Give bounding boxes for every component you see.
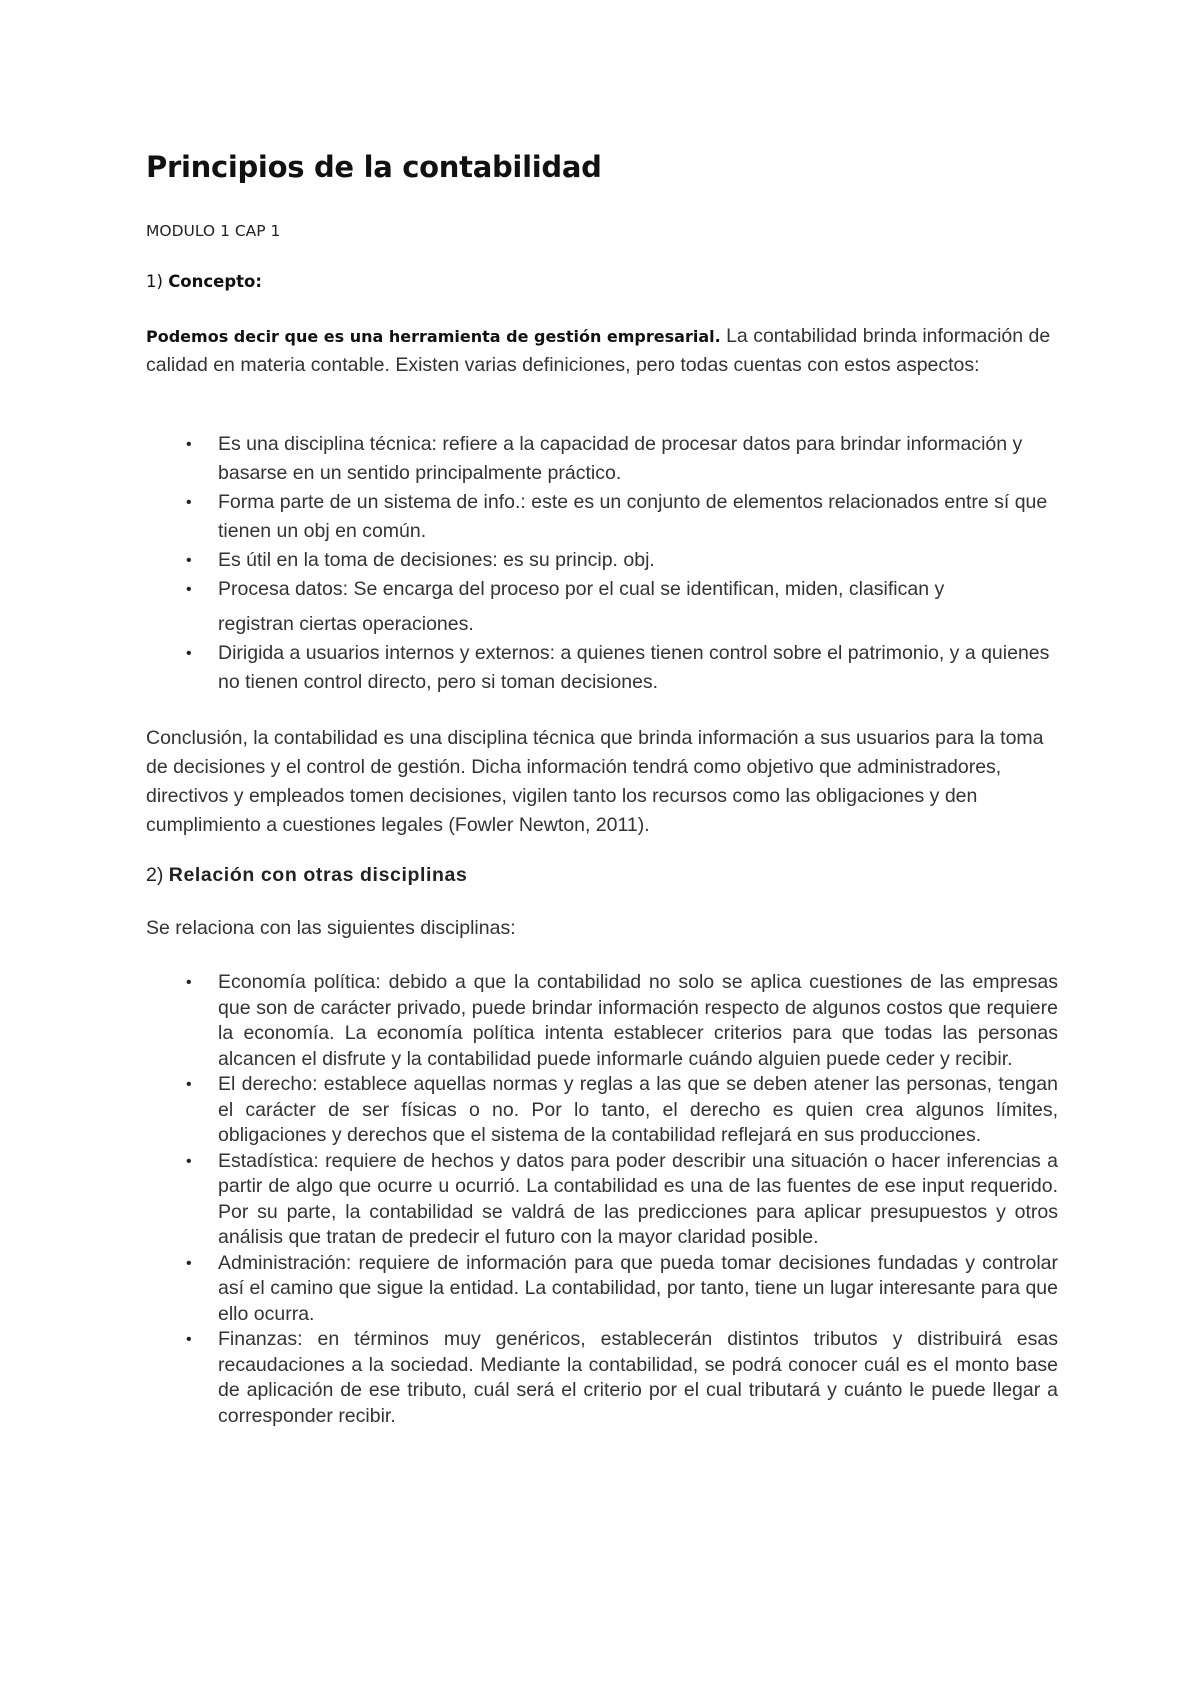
list-item-text: Finanzas: en términos muy genéricos, establecerán distintos tributos y distribuirá esas recaudaciones a la sociedad. Mediante la contabilidad, se podrá conocer cuál es el monto base de aplicación de ese tributo, cuál será el criterio por el cual tributará y cuánto le puede llegar a corresponder recibir. (218, 1328, 1058, 1427)
list-item (186, 1251, 1058, 1328)
section-title: Relación con otras disciplinas (168, 864, 468, 886)
module-label: MODULO 1 CAP 1 (146, 222, 281, 240)
conclusion-paragraph: Conclusión, la contabilidad es una disciplina técnica que brinda información a sus usuarios para la toma de decisiones y el control de gestión. Dicha información tendrá como objetivo que administradores, directivos y empleados tomen decisiones, vigilen tanto los recursos como las obligaciones y den cumplimiento a cuestiones legales (Fowler Newton, 2011). (146, 727, 1044, 836)
list-item (186, 639, 1058, 697)
section-title: Concepto: (168, 272, 262, 291)
intro-lead-text (146, 327, 721, 346)
section-heading-relacion (146, 864, 467, 887)
bullet-icon: • (186, 494, 192, 511)
intro-lead-bold: Podemos decir que es una herramienta de gestión empresarial. (146, 327, 721, 346)
list-item-text: Es una disciplina técnica: refiere a la capacidad de procesar datos para brindar información y basarse en un sentido principalmente práctico. (218, 433, 1023, 484)
list-item (186, 1072, 1058, 1149)
list-item-text-continued: registran ciertas operaciones. (218, 613, 474, 635)
list-item-text: Estadística: requiere de hechos y datos para poder describir una situación o hacer inferencias a partir de algo que ocurre u ocurrió. La contabilidad es una de las fuentes de ese input requerido. Por su parte, la contabilidad se valdrá de las predicciones para aplicar presupuestos y otros análisis que tratan de predecir el futuro con la mayor claridad posible. (218, 1149, 1058, 1248)
page-title: Principios de la contabilidad (146, 150, 602, 184)
bullet-icon: • (186, 581, 192, 598)
disciplines-bullet-list (186, 970, 1058, 1429)
list-item-text: Dirigida a usuarios internos y externos: a quienes tienen control sobre el patrimonio, y a quienes no tienen control directo, pero si toman decisiones. (218, 642, 1050, 693)
list-item (186, 575, 1058, 639)
section-number: 1) (146, 272, 169, 291)
list-item-text: Procesa datos: Se encarga del proceso por el cual se identifican, miden, clasifican y (218, 578, 945, 600)
intro-body-text: La contabilidad brinda información de calidad en materia contable. Existen varias definiciones, pero todas cuentas con estos aspectos: (146, 325, 1051, 376)
relation-intro-paragraph: Se relaciona con las siguientes disciplinas: (146, 917, 516, 939)
list-item-text: El derecho: establece aquellas normas y reglas a las que se deben atener las personas, tengan el carácter de ser físicas o no. Por lo tanto, el derecho es quien crea algunos límites, obligaciones y derechos que el sistema de la contabilidad reflejará en sus producciones. (218, 1073, 1058, 1146)
list-item-text: Economía política: debido a que la contabilidad no solo se aplica cuestiones de las empresas que son de carácter privado, puede brindar información respecto de algunos costos que requiere la economía. La economía política intenta establecer criterios para que todas las personas alcancen el disfrute y la contabilidad puede informarle cuándo alguien puede ceder y recibir. (218, 971, 1058, 1070)
bullet-icon: • (186, 974, 192, 991)
intro-paragraph (146, 322, 1066, 380)
list-item (186, 546, 1058, 575)
list-item (186, 1327, 1058, 1429)
bullet-icon: • (186, 1152, 192, 1170)
list-item (186, 1149, 1058, 1251)
list-item (186, 430, 1058, 488)
bullet-icon: • (186, 1076, 192, 1093)
bullet-icon: • (186, 436, 192, 453)
list-item-text: Administración: requiere de información para que pueda tomar decisiones fundadas y controlar así el camino que sigue la entidad. La contabilidad, por tanto, tiene un lugar interesante para que ello ocurra. (218, 1251, 1058, 1325)
bullet-icon: • (186, 552, 192, 569)
list-item (186, 488, 1058, 546)
list-item-text: Forma parte de un sistema de info.: este es un conjunto de elementos relacionados entre sí que tienen un obj en común. (218, 491, 1048, 542)
list-item-text: Es útil en la toma de decisiones: es su princip. obj. (218, 549, 655, 571)
bullet-icon: • (186, 1331, 192, 1348)
bullet-icon: • (186, 1254, 192, 1272)
section-number: 2) (146, 864, 169, 886)
section-heading-concepto (146, 272, 262, 291)
concept-bullet-list (186, 430, 1058, 697)
list-item (186, 970, 1058, 1072)
bullet-icon: • (186, 645, 192, 662)
